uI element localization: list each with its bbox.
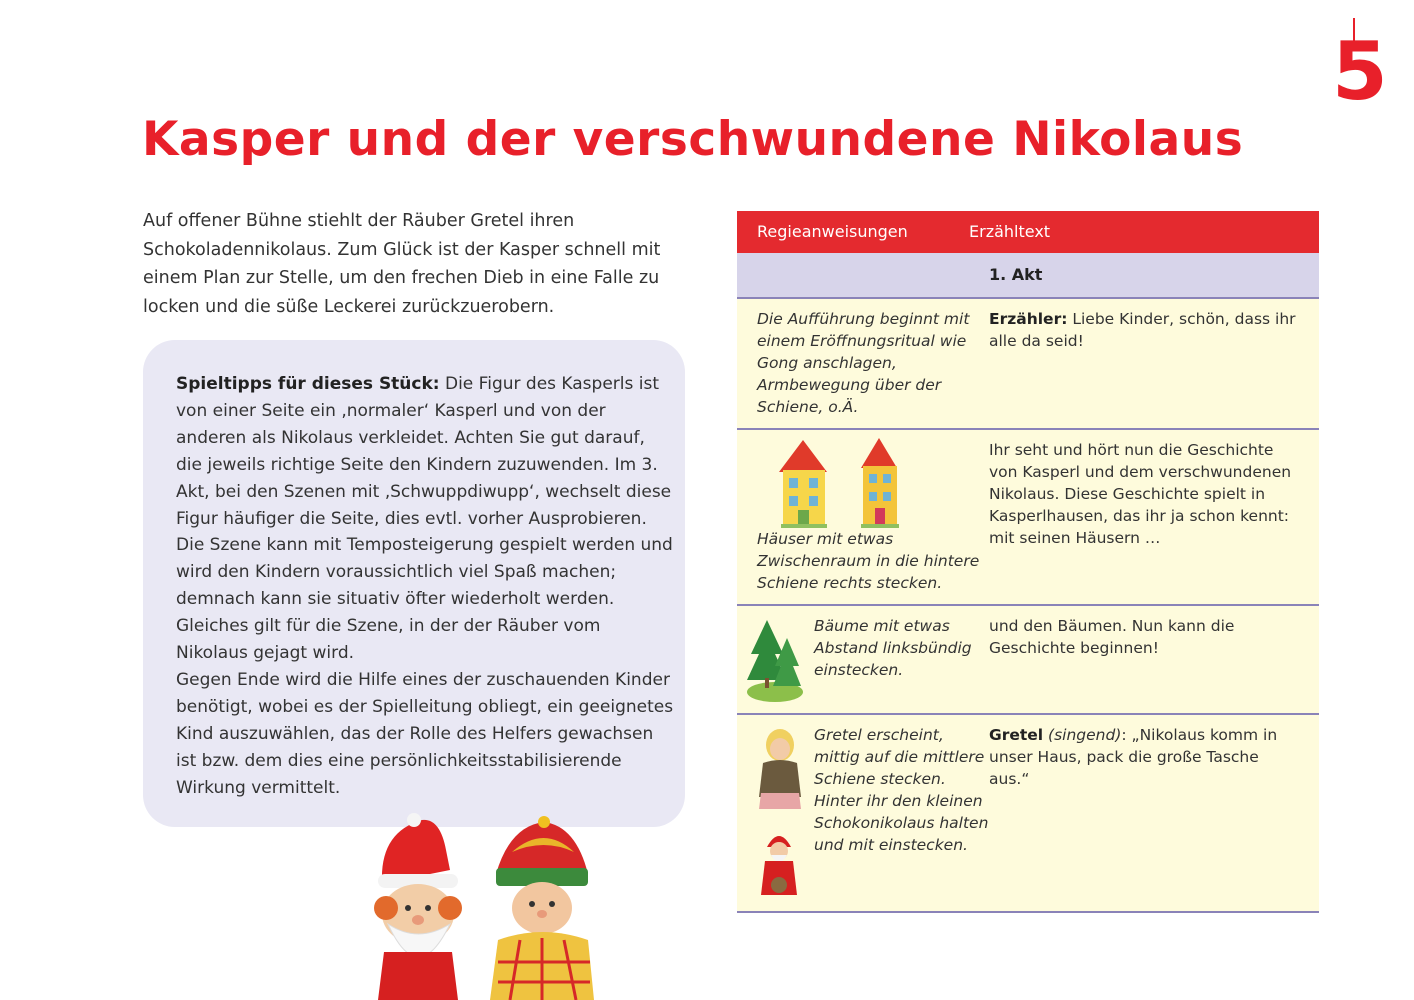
act-heading: 1. Akt [989,265,1043,284]
speaker-note: (singend) [1043,726,1122,744]
narration-text: und den Bäumen. Nun kann die Geschichte beginnen! [989,617,1235,657]
header-directions: Regieanweisungen [757,222,908,241]
narration-cell [989,299,1319,428]
tips-heading: Spieltipps für dieses Stück: [176,374,440,394]
narration-text: Liebe Kinder, schön, dass ihr alle da seid! [989,310,1296,350]
tips-body-2: Gegen Ende wird die Hilfe eines der zuschauenden Kinder benötigt, wobei es der Spielleitung obliegt, ein geeignetes Kind auszuwählen, das der Rolle des Helfers gewachsen ist bzw. dem dies eine persönlichkeitsstabilisierende Wirkung vermittelt. [176,669,674,798]
direction-text: Bäume mit etwas Abstand linksbündig einstecken. [814,617,972,679]
direction-text: Häuser mit etwas Zwischenraum in die hintere Schiene rechts stecken. [757,530,980,592]
tips-body [176,374,673,663]
narration-cell [989,606,1319,713]
page-title: Kasper und der verschwundene Nikolaus [142,112,1244,167]
houses-illustration [777,436,937,534]
direction-text: Gretel erscheint, mittig auf die mittlere Schiene stecken. Hinter ihr den kleinen Schokonikolaus halten und mit einstecken. [814,726,989,854]
nikolaus-puppet-illustration [374,813,462,1000]
trees-illustration [745,614,805,704]
direction-cell: Die Aufführung beginnt mit einem Eröffnungsritual wie Gong anschlagen, Armbewegung über der Schiene, o.Ä. [757,310,970,416]
direction-cell [737,715,989,911]
puppet-figures-illustration [370,812,600,1000]
table-row [737,430,1319,606]
tips-body-1: Die Figur des Kasperls ist von einer Seite ein ‚normaler‘ Kasperl und von der anderen als Nikolaus verkleidet. Achten Sie gut darauf, die jeweils richtige Seite den Kindern zuzuwenden. Im 3. Akt, bei den Szenen mit ‚Schwuppdiwupp‘, wechselt diese Figur häufiger die Seite, dies evtl. vorher Ausprobieren. Die Szene kann mit Temposteigerung gespielt werden und wird den Kindern voraussichtlich viel Spaß machen; demnach kann sie situativ öfter wiederholt werden. Gleiches gilt für die Szene, in der der Räuber vom Nikolaus gejagt wird. [176,374,673,664]
narration-text: Ihr seht und hört nun die Geschichte von Kasperl und dem verschwundenen Nikolaus. Diese Geschichte spielt in Kasperlhausen, das ihr ja schon kennt: mit seinen Häusern … [989,441,1292,547]
table-row [737,715,1319,913]
act-heading-row [737,253,1319,299]
table-row [737,606,1319,715]
direction-cell [737,606,989,713]
table-row [737,299,1319,430]
table-header [737,211,1319,253]
direction-cell [737,430,989,604]
chocolate-santa-illustration [759,825,799,897]
header-narration: Erzähltext [969,222,1051,241]
kasper-puppet-illustration [490,816,594,1000]
gretel-illustration [757,727,803,811]
script-table [737,211,1319,913]
speaker-name: Gretel [989,726,1044,744]
narration-text: : „Nikolaus komm in unser Haus, pack die große Tasche aus.“ [989,726,1278,788]
page-number [1332,18,1396,118]
narration-cell [989,430,1319,604]
narration-cell [989,715,1319,911]
tips-text [176,371,676,802]
page-number-text: 5 [1332,25,1388,118]
intro-paragraph: Auf offener Bühne stiehlt der Räuber Gretel ihren Schokoladennikolaus. Zum Glück ist der Kasper schnell mit einem Plan zur Stelle, um den frechen Dieb in eine Falle zu locken und die süße Leckerei zurückzuerobern. [143,211,661,317]
speaker-name: Erzähler: [989,310,1068,328]
